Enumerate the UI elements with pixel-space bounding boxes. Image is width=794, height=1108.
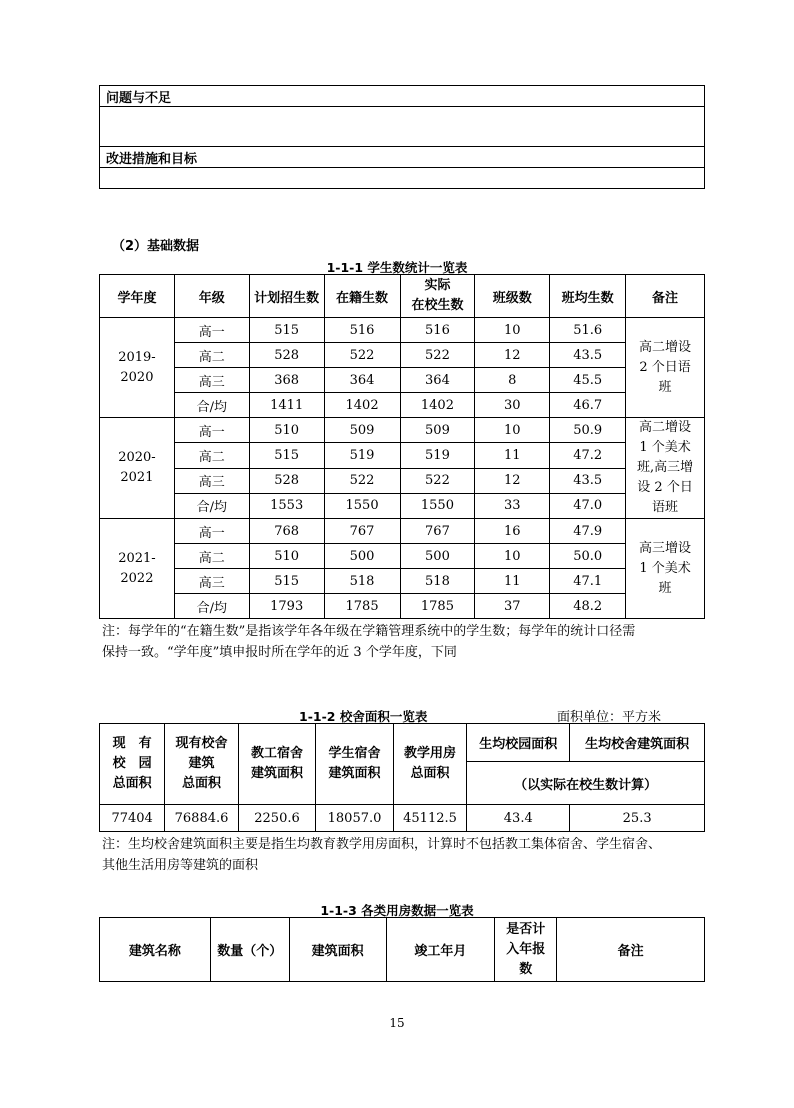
t3-caption: 1-1-3 各类用房数据一览表 (320, 903, 474, 918)
h2-l2: 建筑 (188, 756, 215, 771)
th-year: 学年度 (100, 275, 175, 318)
h5-l3: 数 (519, 961, 533, 977)
improve-content[interactable] (100, 168, 705, 189)
h1-l2: 校 园 (112, 756, 152, 771)
h2-l1: 现有校舍 (175, 736, 228, 751)
th-per-student-campus: 生均校园面积 (467, 724, 570, 762)
cell: 合/均 (174, 393, 249, 418)
cell: 500 (400, 544, 475, 569)
remark-line: 1 个美术 (639, 560, 691, 576)
cell: 516 (324, 318, 400, 343)
building-area-table (99, 723, 705, 832)
cell: 47.1 (550, 569, 626, 594)
cell: 364 (324, 368, 400, 393)
t2-note-line2: 其他生活用房等建筑的面积 (102, 858, 259, 873)
th-planned: 计划招生数 (249, 275, 324, 318)
h4-l2: 建筑面积 (328, 766, 381, 781)
year-cell (100, 318, 175, 418)
cell: 2250.6 (238, 805, 316, 832)
h2-l3: 总面积 (182, 776, 222, 791)
cell: 45.5 (550, 368, 626, 393)
cell: 46.7 (550, 393, 626, 418)
h5-l2: 总面积 (410, 766, 450, 781)
th-classes: 班级数 (475, 275, 550, 318)
t2-caption: 1-1-2 校舍面积一览表 (299, 709, 428, 724)
h3-l1: 教工宿舍 (250, 746, 303, 761)
cell: 767 (324, 519, 400, 544)
year-cell (100, 418, 175, 519)
page-number: 15 (389, 1016, 405, 1030)
cell: 47.0 (550, 493, 626, 518)
th-building-name: 建筑名称 (100, 918, 211, 982)
cell: 509 (400, 418, 475, 443)
th-counted (495, 918, 557, 982)
h1-l3: 总面积 (112, 776, 152, 791)
th-remark: 备注 (626, 275, 705, 318)
room-data-table (99, 917, 705, 982)
cell: 12 (475, 343, 550, 368)
th-avg: 班均生数 (550, 275, 626, 318)
remark-line: 高三增设 (639, 540, 692, 556)
remark-line: 高二增设 (639, 420, 692, 435)
cell: 528 (249, 468, 324, 493)
section-heading: （2）基础数据 (112, 239, 200, 254)
cell: 33 (475, 493, 550, 518)
cell: 50.0 (550, 544, 626, 569)
cell: 10 (475, 544, 550, 569)
cell: 高一 (174, 418, 249, 443)
th-enrolled: 在籍生数 (324, 275, 400, 318)
year-l1: 2019- (118, 349, 156, 365)
cell: 1550 (324, 493, 400, 518)
cell: 519 (400, 443, 475, 468)
cell: 25.3 (570, 805, 705, 832)
h4-l1: 学生宿舍 (328, 746, 381, 761)
th-actual-l1: 实际 (424, 278, 451, 293)
h1-l1: 现 有 (112, 736, 152, 751)
cell: 1553 (249, 493, 324, 518)
th-quantity: 数量（个） (210, 918, 289, 982)
cell: 1785 (324, 594, 400, 619)
year-l1: 2020- (118, 450, 156, 465)
h5-l2: 入年报 (506, 941, 546, 957)
th-per-student-building: 生均校舍建筑面积 (570, 724, 705, 762)
cell: 510 (249, 418, 324, 443)
cell: 高三 (174, 569, 249, 594)
cell: 合/均 (174, 594, 249, 619)
cell: 522 (324, 343, 400, 368)
th-staff-dorm (238, 724, 316, 805)
year-l2: 2020 (120, 369, 154, 385)
h3-l2: 建筑面积 (250, 766, 303, 781)
cell: 43.5 (550, 343, 626, 368)
cell: 高一 (174, 318, 249, 343)
cell: 518 (400, 569, 475, 594)
th-completion: 竣工年月 (386, 918, 495, 982)
student-stats-table (99, 274, 705, 619)
remark-line: 设 2 个日 (637, 480, 693, 495)
cell: 8 (475, 368, 550, 393)
cell: 509 (324, 418, 400, 443)
remark-line: 班 (658, 379, 672, 395)
t2-note (102, 834, 712, 876)
cell: 43.4 (467, 805, 570, 832)
cell: 10 (475, 318, 550, 343)
cell: 368 (249, 368, 324, 393)
cell: 510 (249, 544, 324, 569)
problems-label: 问题与不足 (100, 86, 705, 107)
cell: 47.2 (550, 443, 626, 468)
th-grade: 年级 (174, 275, 249, 318)
t1-note-line1: 注：每学年的“在籍生数”是指该学年各年级在学籍管理系统中的学生数；每学年的统计口径需 (102, 624, 636, 639)
th-campus-area (100, 724, 165, 805)
cell: 768 (249, 519, 324, 544)
th-area: 建筑面积 (289, 918, 386, 982)
cell: 515 (249, 443, 324, 468)
cell: 76884.6 (165, 805, 238, 832)
remark-line: 班 (658, 580, 672, 596)
cell: 1785 (400, 594, 475, 619)
cell: 高三 (174, 468, 249, 493)
cell: 364 (400, 368, 475, 393)
h5-l1: 教学用房 (404, 746, 457, 761)
cell: 522 (400, 343, 475, 368)
year-cell (100, 519, 175, 619)
remark-cell (626, 318, 705, 418)
t2-unit: 面积单位：平方米 (557, 710, 662, 725)
cell: 515 (249, 318, 324, 343)
cell: 11 (475, 569, 550, 594)
th-actual (400, 275, 475, 318)
cell: 522 (400, 468, 475, 493)
cell: 50.9 (550, 418, 626, 443)
cell: 51.6 (550, 318, 626, 343)
remark-line: 2 个日语 (639, 359, 691, 375)
t2-note-line1: 注：生均校舍建筑面积主要是指生均教育教学用房面积，计算时不包括教工集体宿舍、学生宿舍、 (102, 837, 662, 852)
t1-note (102, 621, 712, 663)
cell: 合/均 (174, 493, 249, 518)
cell: 515 (249, 569, 324, 594)
year-l1: 2021- (118, 550, 156, 566)
t1-note-line2: 保持一致。“学年度”填申报时所在学年的近 3 个学年度，下同 (102, 645, 457, 660)
t1-caption: 1-1-1 学生数统计一览表 (326, 260, 468, 275)
th-remark: 备注 (557, 918, 705, 982)
cell: 77404 (100, 805, 165, 832)
remark-cell (626, 519, 705, 619)
year-l2: 2022 (120, 570, 154, 586)
cell: 11 (475, 443, 550, 468)
remark-line: 班,高三增 (636, 460, 694, 475)
cell: 767 (400, 519, 475, 544)
cell: 高二 (174, 443, 249, 468)
cell: 37 (475, 594, 550, 619)
cell: 1402 (324, 393, 400, 418)
cell: 1402 (400, 393, 475, 418)
cell: 519 (324, 443, 400, 468)
remark-line: 语班 (652, 500, 679, 515)
th-teaching-area (393, 724, 466, 805)
cell: 516 (400, 318, 475, 343)
cell: 16 (475, 519, 550, 544)
cell: 10 (475, 418, 550, 443)
cell: 1411 (249, 393, 324, 418)
cell: 18057.0 (316, 805, 394, 832)
remark-line: 高二增设 (639, 339, 692, 355)
cell: 43.5 (550, 468, 626, 493)
remark-cell (626, 418, 705, 519)
th-actual-l2: 在校生数 (411, 298, 464, 313)
h5-l1: 是否计 (506, 921, 546, 937)
cell: 12 (475, 468, 550, 493)
improve-label: 改进措施和目标 (100, 147, 705, 168)
cell: 30 (475, 393, 550, 418)
remark-line: 1 个美术 (639, 440, 691, 455)
cell: 45112.5 (393, 805, 466, 832)
cell: 1550 (400, 493, 475, 518)
cell: 518 (324, 569, 400, 594)
cell: 500 (324, 544, 400, 569)
year-l2: 2021 (120, 470, 154, 485)
cell: 高二 (174, 343, 249, 368)
th-calc-basis: （以实际在校生数计算） (467, 762, 705, 805)
cell: 522 (324, 468, 400, 493)
cell: 48.2 (550, 594, 626, 619)
cell: 528 (249, 343, 324, 368)
problems-table (99, 85, 705, 189)
cell: 47.9 (550, 519, 626, 544)
th-student-dorm (316, 724, 394, 805)
cell: 高二 (174, 544, 249, 569)
cell: 高三 (174, 368, 249, 393)
cell: 1793 (249, 594, 324, 619)
cell: 高一 (174, 519, 249, 544)
problems-content[interactable] (100, 107, 705, 147)
th-building-area (165, 724, 238, 805)
